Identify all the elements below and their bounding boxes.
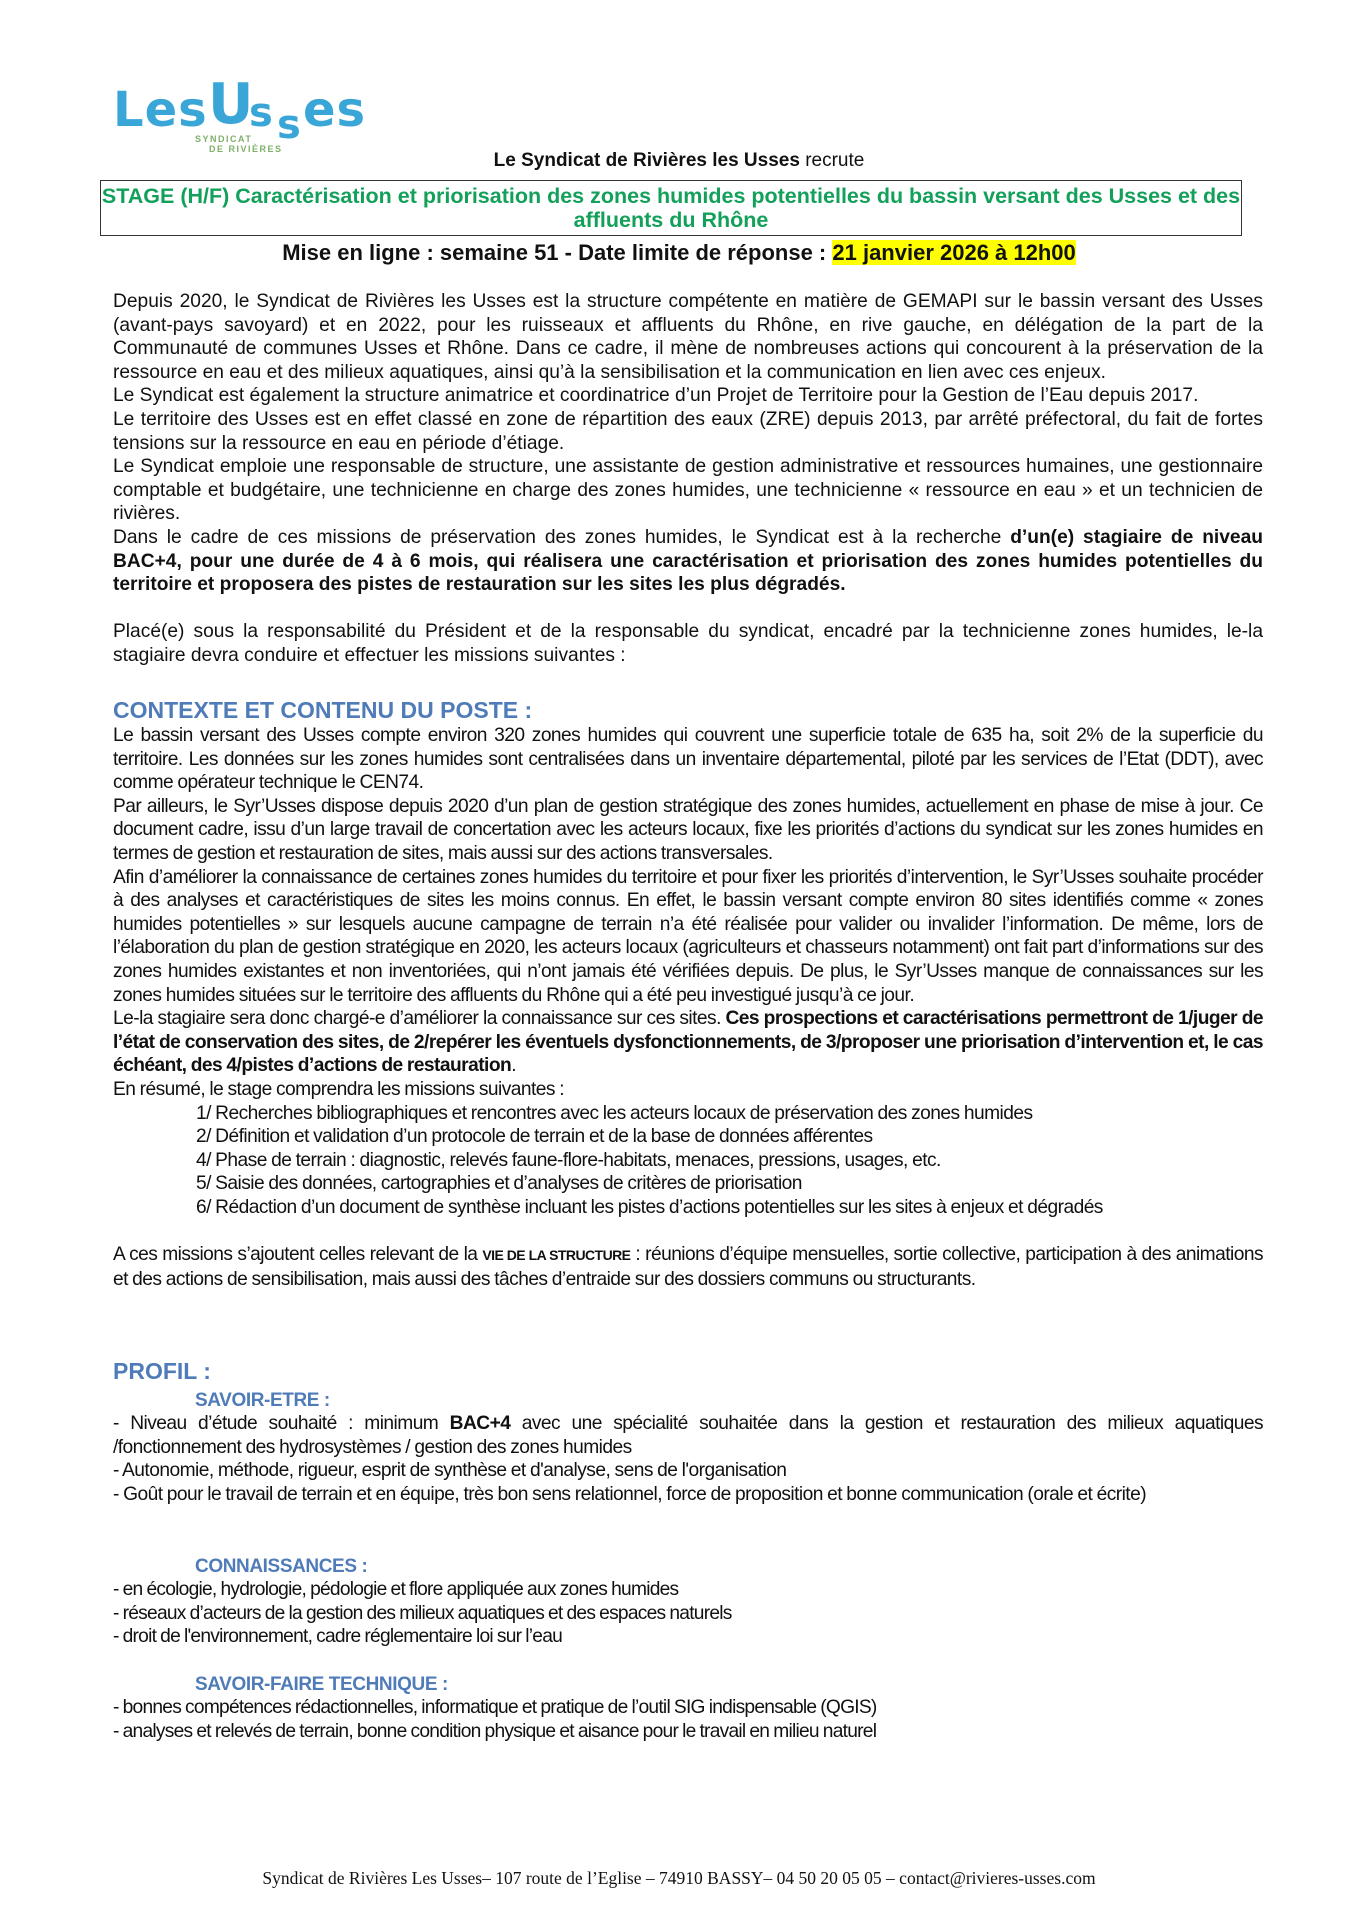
- job-title-box: [100, 180, 1242, 236]
- job-title: STAGE (H/F) Caractérisation et priorisation des zones humides potentielles du bassin versant des Usses et des affluents du Rhône: [101, 184, 1241, 232]
- mission-item: 6/ Rédaction d’un document de synthèse incluant les pistes d’actions potentielles sur les sites à enjeux et dégradés: [196, 1196, 1103, 1218]
- recruit-suffix: recrute: [799, 150, 865, 171]
- knowledge-item: - réseaux d’acteurs de la gestion des milieux aquatiques et des espaces naturels: [113, 1602, 732, 1624]
- subheading-savoir-faire: SAVOIR-FAIRE TECHNIQUE :: [195, 1674, 448, 1695]
- intro-paragraph: Le Syndicat emploie une responsable de structure, une assistante de gestion administrative et ressources humaines, une gestionnaire comptable et budgétaire, une technicienne en charge des zones humides, une technicienne « ressource en eau » et un technicien de rivières.: [113, 456, 1263, 525]
- knowledge-item: - en écologie, hydrologie, pédologie et flore appliquée aux zones humides: [113, 1579, 679, 1600]
- structure-text: A ces missions s’ajoutent celles relevant de la: [113, 1244, 483, 1266]
- context-paragraph: Par ailleurs, le Syr’Usses dispose depuis 2020 d’un plan de gestion stratégique des zones humides, actuellement en phase de mise à jour. Ce document cadre, issu d’un large travail de concertation avec les acteurs locaux, fixe les priorités d’actions du syndicat sur les zones humides en termes de gestion et restauration de sites, mais aussi sur des actions transversales.: [113, 795, 1263, 864]
- savoir-faire-section: [113, 1696, 1263, 1743]
- footer-contact: Syndicat de Rivières Les Usses– 107 route de l’Eglise – 74910 BASSY– 04 50 20 05 05 – contact@rivieres-usses.com: [262, 1868, 1096, 1888]
- intro-paragraph: Depuis 2020, le Syndicat de Rivières les Usses est la structure compétente en matière de GEMAPI sur le bassin versant des Usses (avant-pays savoyard) et en 2022, pour les ruisseaux et affluents du Rhône, en rive gauche, en délégation de la part de la Communauté de communes Usses et Rhône. Dans ce cadre, il mène de nombreuses actions qui concourent à la préservation de la ressource en eau et des milieux aquatiques, ainsi qu’à la sensibilisation et la communication en lien avec ces enjeux.: [113, 291, 1263, 383]
- section-heading-context: CONTEXTE ET CONTENU DU POSTE :: [113, 697, 533, 723]
- intro-paragraph: Le Syndicat est également la structure animatrice et coordinatrice d’un Projet de Territoire pour la Gestion de l’Eau depuis 2017.: [113, 385, 1199, 407]
- context-text: Le-la stagiaire sera donc chargé-e d’améliorer la connaissance sur ces sites.: [113, 1008, 726, 1030]
- structure-paragraph: [113, 1243, 1263, 1291]
- mission-item: 1/ Recherches bibliographiques et rencontres avec les acteurs locaux de préservation des zones humides: [196, 1102, 1033, 1124]
- logo-letter-s: s: [277, 102, 302, 148]
- profile-bold-text: BAC+4: [449, 1413, 511, 1434]
- logo-letter-u: U: [208, 72, 255, 137]
- intro-section: [113, 290, 1263, 668]
- structure-text: : réunions d’équipe mensuelles, sortie collective, participation à des animations et des actions de sensibilisation, mais aussi des tâches d’entraide sur des dossiers communs ou structurants.: [113, 1244, 1263, 1290]
- intro-paragraph: [113, 526, 1263, 597]
- context-paragraph: Afin d’améliorer la connaissance de certaines zones humides du territoire et pour fixer les priorités d’intervention, le Syr’Usses souhaite procéder à des analyses et caractéristiques de sites les moins connus. En effet, le bassin versant compte environ 80 sites identifiés comme « zones humides potentielles » sur lesquels aucune campagne de terrain n’a été réalisée pour valider ou invalider l’information. De même, lors de l’élaboration du plan de gestion stratégique en 2020, les acteurs locaux (agriculteurs et chasseurs notamment) ont fait part d’informations sur des zones humides existantes et non inventoriées, qui n’ont jamais été vérifiées depuis. De plus, le Syr’Usses manque de connaissances sur les zones humides situées sur le territoire des affluents du Rhône qui a été peu investigué jusqu’à ce jour.: [113, 866, 1263, 1006]
- mission-item: 2/ Définition et validation d’un protocole de terrain et de la base de données afférentes: [196, 1126, 873, 1148]
- syndicat-logo: [113, 72, 367, 156]
- mission-item: 4/ Phase de terrain : diagnostic, relevés faune-flore-habitats, menaces, pressions, usages, etc.: [196, 1149, 941, 1171]
- intro-text: Dans le cadre de ces missions de préservation des zones humides, le Syndicat est à la recherche: [113, 526, 1011, 548]
- logo-subtitle-1: SYNDICAT: [195, 134, 253, 144]
- logo-word-es: es: [303, 82, 367, 138]
- missions-list: [113, 1102, 1263, 1220]
- subheading-savoir-etre: SAVOIR-ETRE :: [195, 1390, 330, 1411]
- savoir-etre-section: [113, 1412, 1263, 1506]
- section-heading-profile: PROFIL :: [113, 1358, 211, 1384]
- deadline-date: 21 janvier 2026 à 12h00: [832, 240, 1076, 265]
- context-bold-text: Ces prospections et caractérisations permettront de 1/juger de l’état de conservation des sites, de 2/repérer les éventuels dysfonctionnements, de 3/proposer une priorisation d’intervention et, le cas échéant, des 4/pistes d’actions de restauration: [113, 1008, 1263, 1077]
- intro-paragraph: Placé(e) sous la responsabilité du Président et de la responsable du syndicat, encadré par la technicienne zones humides, le-la stagiaire devra conduire et effectuer les missions suivantes :: [113, 621, 1263, 666]
- org-name: Le Syndicat de Rivières les Usses: [493, 150, 800, 171]
- connaissances-section: [113, 1578, 1263, 1649]
- deadline-prefix: Mise en ligne : semaine 51 - Date limite de réponse :: [282, 240, 833, 265]
- intro-paragraph: Le territoire des Usses est en effet classé en zone de répartition des eaux (ZRE) depuis 2013, par arrêté préfectoral, du fait de fortes tensions sur la ressource en eau en période d’étiage.: [113, 408, 1263, 454]
- subheading-connaissances: CONNAISSANCES :: [195, 1556, 368, 1577]
- structure-bold-text: VIE DE LA STRUCTURE: [482, 1247, 631, 1264]
- context-section: [113, 724, 1263, 1291]
- profile-text: avec une spécialité souhaitée dans la gestion et restauration des milieux aquatiques /fonctionnement des hydrosystèmes / gestion des zones humides: [113, 1413, 1263, 1458]
- deadline-line: [0, 240, 1358, 266]
- profile-item: - Autonomie, méthode, rigueur, esprit de synthèse et d'analyse, sens de l'organisation: [113, 1460, 787, 1482]
- profile-item: - Goût pour le travail de terrain et en équipe, très bon sens relationnel, force de proposition et bonne communication (orale et écrite): [113, 1483, 1147, 1505]
- skill-item: - analyses et relevés de terrain, bonne condition physique et aisance pour le travail en milieu naturel: [113, 1720, 877, 1742]
- skill-item: - bonnes compétences rédactionnelles, informatique et pratique de l’outil SIG indispensable (QGIS): [113, 1697, 877, 1718]
- mission-item: 5/ Saisie des données, cartographies et d’analyses de critères de priorisation: [196, 1173, 802, 1195]
- intro-bold-text: d’un(e) stagiaire de niveau BAC+4, pour une durée de 4 à 6 mois, qui réalisera une caractérisation et priorisation des zones humides potentielles du territoire et proposera des pistes de restauration sur les sites les plus dégradés.: [113, 526, 1263, 596]
- context-paragraph: [113, 1007, 1263, 1078]
- profile-text: - Niveau d’étude souhaité : minimum: [113, 1413, 450, 1434]
- recruit-line: [0, 150, 1358, 172]
- knowledge-item: - droit de l'environnement, cadre réglementaire loi sur l’eau: [113, 1626, 563, 1648]
- missions-intro: En résumé, le stage comprendra les missions suivantes :: [113, 1078, 564, 1100]
- logo-word-les: Les: [113, 82, 208, 138]
- logo-letter-s: s: [249, 90, 274, 136]
- context-text: .: [511, 1055, 516, 1077]
- profile-item: [113, 1412, 1263, 1459]
- context-paragraph: Le bassin versant des Usses compte environ 320 zones humides qui couvrent une superficie totale de 635 ha, soit 2% de la superficie du territoire. Les données sur les zones humides sont centralisées dans un inventaire départemental, piloté par les services de l’Etat (DDT), avec comme opérateur technique le CEN74.: [113, 725, 1263, 794]
- logo-subtitle-2: DE RIVIÈRES: [209, 144, 283, 154]
